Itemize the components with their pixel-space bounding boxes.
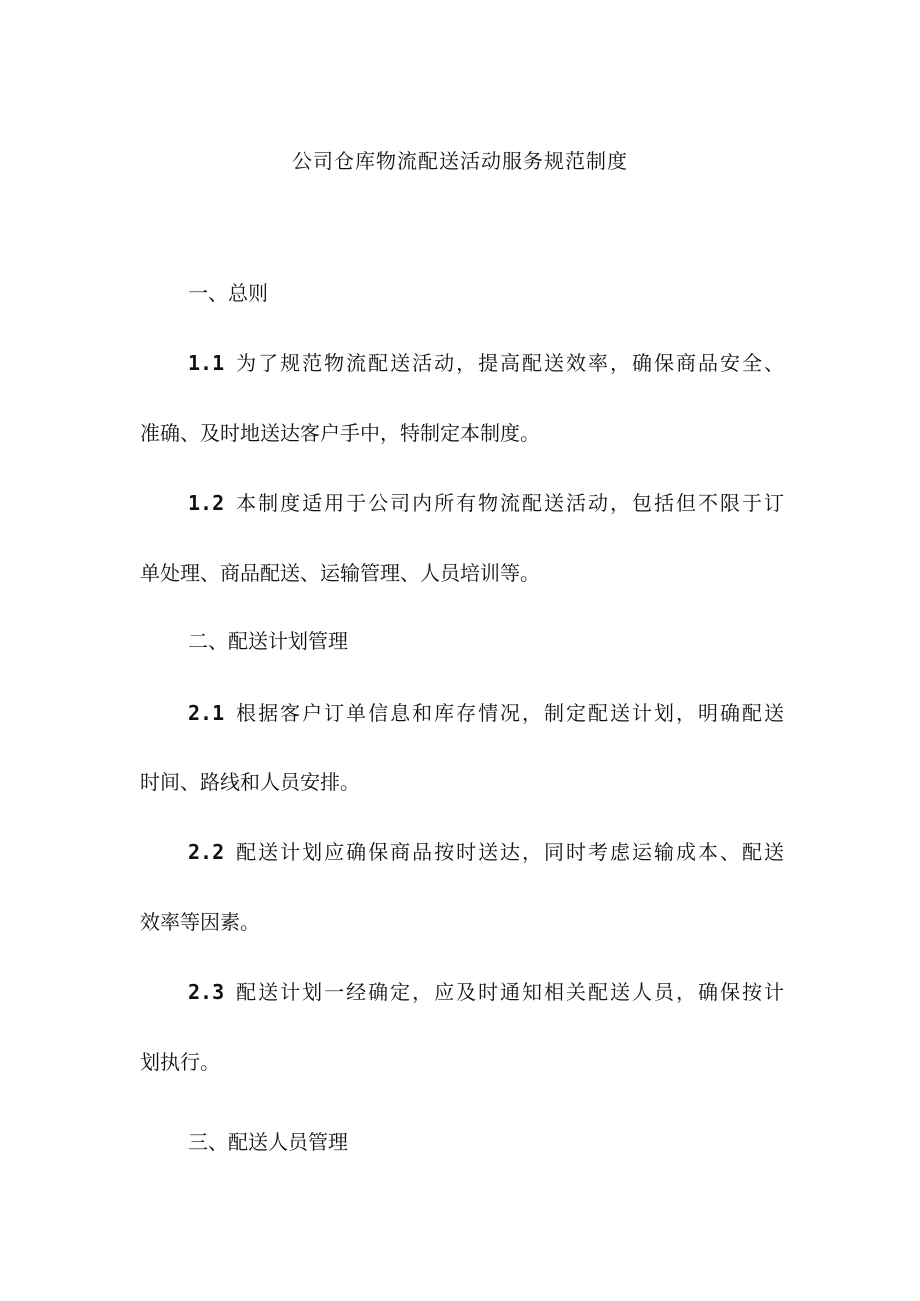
clause-text: 配送计划应确保商品按时送达，同时考虑运输成本、配送 bbox=[234, 840, 784, 864]
clause-2-2-line1 bbox=[188, 839, 784, 865]
clause-1-1-line1 bbox=[188, 350, 784, 376]
clause-text: 本制度适用于公司内所有物流配送活动，包括但不限于订 bbox=[234, 491, 784, 515]
clause-number: 2.1 bbox=[188, 701, 225, 725]
clause-number: 2.2 bbox=[188, 840, 225, 864]
section-heading-general: 一、总则 bbox=[188, 281, 268, 305]
clause-2-1-line1 bbox=[188, 700, 784, 726]
clause-2-2-line2: 效率等因素。 bbox=[140, 910, 260, 934]
section-heading-delivery-staff: 三、配送人员管理 bbox=[188, 1130, 348, 1154]
clause-1-2-line2: 单处理、商品配送、运输管理、人员培训等。 bbox=[140, 561, 540, 585]
clause-2-1-line2: 时间、路线和人员安排。 bbox=[140, 770, 360, 794]
clause-text: 配送计划一经确定，应及时通知相关配送人员，确保按计 bbox=[234, 980, 784, 1004]
clause-number: 2.3 bbox=[188, 980, 225, 1004]
clause-1-2-line1 bbox=[188, 490, 784, 516]
clause-number: 1.2 bbox=[188, 491, 225, 515]
clause-1-1-line2: 准确、及时地送达客户手中，特制定本制度。 bbox=[140, 421, 540, 445]
clause-text: 为了规范物流配送活动，提高配送效率，确保商品安全、 bbox=[234, 351, 784, 375]
clause-text: 根据客户订单信息和库存情况，制定配送计划，明确配送 bbox=[234, 701, 784, 725]
document-title: 公司仓库物流配送活动服务规范制度 bbox=[292, 149, 628, 173]
clause-2-3-line1 bbox=[188, 979, 784, 1005]
clause-2-3-line2: 划执行。 bbox=[140, 1050, 220, 1074]
section-heading-delivery-plan: 二、配送计划管理 bbox=[188, 629, 348, 653]
clause-number: 1.1 bbox=[188, 351, 225, 375]
